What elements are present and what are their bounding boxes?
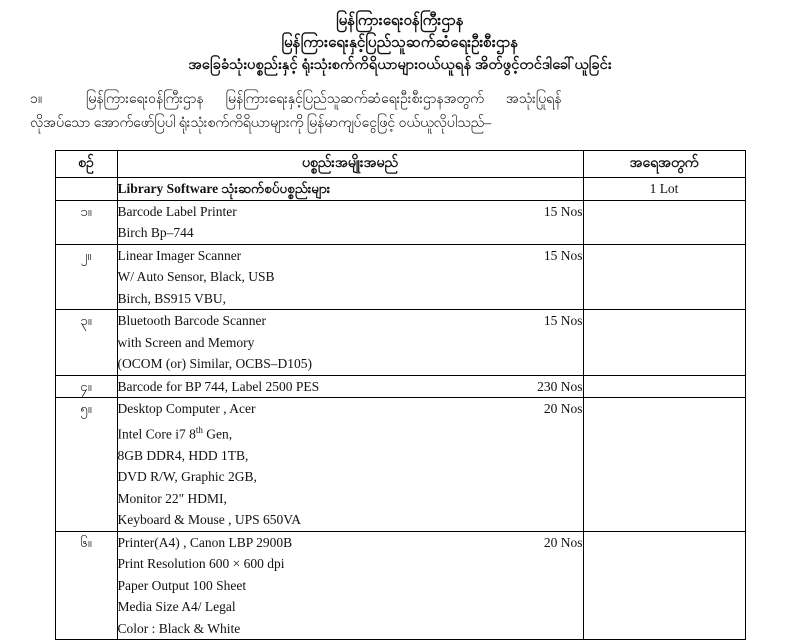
table-row [55, 398, 745, 532]
cell-no: ၆။ [55, 531, 117, 640]
quantity-text: 15 Nos [543, 313, 583, 328]
header-line-2: မြန်ကြားရေးနှင့်ပြည်သူဆက်ဆံရေးဦးစီးဌာန [281, 35, 519, 51]
description-text: Media Size A4/ Legal [117, 599, 236, 614]
description-text: Birch Bp–744 [117, 225, 194, 240]
cell-quantity [583, 398, 745, 532]
table-row [55, 200, 745, 244]
description-text: 8GB DDR4, HDD 1TB, [117, 447, 249, 463]
quantity-text: 230 Nos [537, 378, 583, 394]
header-line-1: မြန်ကြားရေးဝန်ကြီးဌာန [336, 13, 464, 29]
cell-no: ၂။ [55, 244, 117, 310]
description-text: Printer(A4) , Canon LBP 2900B [117, 534, 293, 550]
description-text: (OCOM (or) Similar, OCBS–D105) [117, 356, 312, 371]
cell-description [117, 375, 583, 398]
description-text: Print Resolution 600 × 600 dpi [117, 556, 285, 571]
cell-description [117, 310, 583, 376]
description-text: Bluetooth Barcode Scanner [117, 313, 266, 328]
description-text: Monitor 22" HDMI, [117, 490, 227, 506]
cell-no: ၁။ [55, 200, 117, 244]
paragraph-number: ၁။ [30, 92, 43, 107]
cell-quantity [583, 375, 745, 398]
description-text: Barcode for BP 744, Label 2500 PES [117, 378, 320, 394]
table-header-row [55, 151, 745, 178]
description-first-line [118, 398, 583, 420]
paragraph-line-2: လိုအပ်သော အောက်ဖော်ပြပါ ရုံးသုံးစက်ကိရိယာများကို မြန်မာကျပ်ငွေဖြင့် ဝယ်ယူလိုပါသည်– [30, 116, 492, 131]
column-header-no: စဉ် [55, 151, 117, 178]
description-text: Paper Output 100 Sheet [117, 577, 247, 593]
description-text: Color : Black & White [117, 620, 241, 636]
description-first-line [118, 201, 583, 223]
cell-quantity [583, 200, 745, 244]
cell-quantity: 1 Lot [583, 178, 745, 201]
cell-description [117, 244, 583, 310]
description-text: with Screen and Memory [117, 334, 255, 350]
description-text: Desktop Computer , Acer [117, 401, 256, 416]
table-row [55, 310, 745, 376]
description-text: Barcode Label Printer [117, 203, 237, 219]
table-row-title [55, 178, 745, 201]
cell-no: ၃။ [55, 310, 117, 376]
paragraph-part-3: အသုံးပြုရန် [505, 92, 562, 107]
cell-no: ၅။ [55, 398, 117, 532]
description-first-line [118, 245, 583, 267]
quantity-text: 15 Nos [543, 203, 583, 219]
description-text: Intel Core i7 8th Gen, [117, 424, 233, 441]
cell-no [55, 178, 117, 201]
description-first-line [118, 310, 583, 332]
cell-quantity [583, 244, 745, 310]
description-first-line [118, 376, 583, 398]
cell-description: Library Software သုံးဆက်စပ်ပစ္စည်းများ [117, 178, 583, 201]
cell-no: ၄။ [55, 375, 117, 398]
table-body [55, 178, 745, 640]
paragraph-part-1: မြန်ကြားရေးဝန်ကြီးဌာန [86, 92, 204, 107]
header-line-3: အခြေခံသုံးပစ္စည်းနှင့် ရုံးသုံးစက်ကိရိယာများဝယ်ယူရန် အိတ်ဖွင့်တင်ဒါခေါ်ယူခြင်း [188, 57, 612, 73]
description-text: W/ Auto Sensor, Black, USB [117, 269, 275, 284]
cell-description [117, 200, 583, 244]
items-table [55, 150, 746, 640]
column-header-description: ပစ္စည်းအမျိုးအမည် [117, 151, 583, 178]
table-row [55, 244, 745, 310]
paragraph-part-2: မြန်ကြားရေးနှင့်ပြည်သူဆက်ဆံရေးဦးစီးဌာနအတွက် [225, 92, 484, 107]
quantity-text: 20 Nos [543, 534, 583, 550]
description-text: Birch, BS915 VBU, [117, 290, 227, 306]
cell-description [117, 398, 583, 532]
column-header-quantity: အရေအတွက် [583, 151, 745, 178]
description-text: Keyboard & Mouse , UPS 650VA [117, 512, 302, 527]
intro-paragraph [30, 88, 770, 136]
description-text: Linear Imager Scanner [117, 247, 242, 263]
cell-description [117, 531, 583, 640]
document-header [30, 10, 770, 76]
cell-quantity [583, 531, 745, 640]
quantity-text: 20 Nos [543, 401, 583, 416]
table-row [55, 531, 745, 640]
table-row [55, 375, 745, 398]
quantity-text: 15 Nos [543, 247, 583, 263]
description-text: DVD R/W, Graphic 2GB, [117, 469, 257, 484]
cell-quantity [583, 310, 745, 376]
